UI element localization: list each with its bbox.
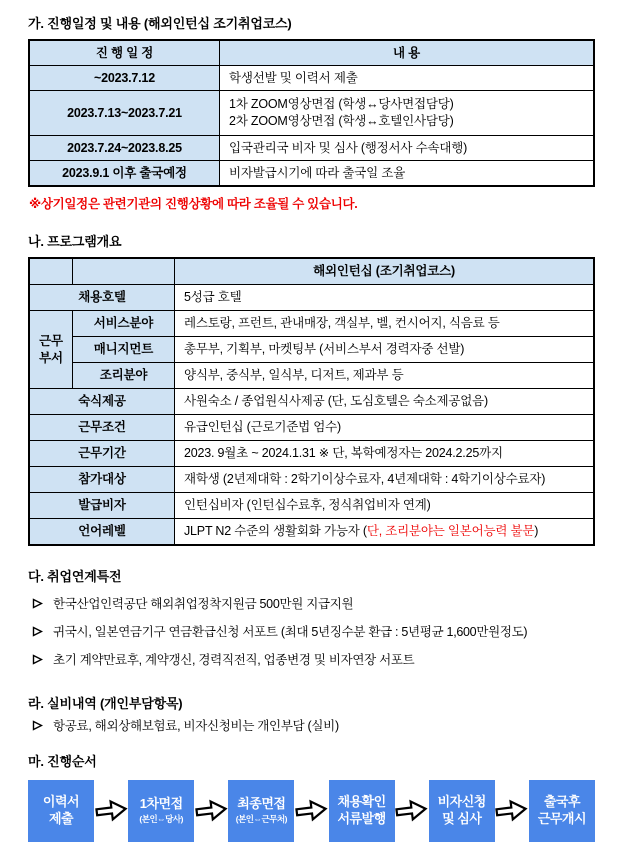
work-period-value-cell: 2023. 9월초 ~ 2024.1.31 ※ 단, 복학예정자는 2024.2.25까지 xyxy=(175,441,595,467)
culinary-value-cell: 양식부, 중식부, 일식부, 디저트, 제과부 등 xyxy=(175,363,595,389)
language-value-cell xyxy=(175,519,595,546)
row-label-eligibility: 참가대상 xyxy=(29,467,175,493)
section-c-title: 다. 취업연계특전 xyxy=(28,569,122,584)
step-label-line-2: 제출 xyxy=(48,810,74,826)
step-sub-label: (본인⇔당사) xyxy=(139,813,183,824)
flow-step-work-start xyxy=(529,780,595,842)
content-cell: 비자발급시기에 따라 출국일 조율 xyxy=(220,161,595,187)
empty-corner-cell xyxy=(29,258,73,285)
content-cell: 입국관리국 비자 및 심사 (행정서사 수속대행) xyxy=(220,136,595,161)
flow-arrow-icon xyxy=(193,796,229,830)
work-condition-value-cell: 유급인턴십 (근로기준법 엄수) xyxy=(175,415,595,441)
content-line-1: 1차 ZOOM영상면접 (학생↔당사면접담당) xyxy=(229,97,454,112)
step-label-line-1: 출국후 xyxy=(543,793,581,809)
content-cell xyxy=(220,91,595,136)
flow-arrow-icon xyxy=(393,796,429,830)
table-row xyxy=(29,519,594,546)
step-label-line-1: 비자신청 xyxy=(437,793,486,809)
step-sub-label: (본인⇔근무처) xyxy=(235,813,287,824)
row-label-visa: 발급비자 xyxy=(29,493,175,519)
schedule-table xyxy=(28,39,595,187)
table-row xyxy=(29,311,594,337)
content-cell: 학생선발 및 이력서 제출 xyxy=(220,66,595,91)
table-row xyxy=(29,337,594,363)
table-row xyxy=(29,66,594,91)
schedule-cell: 2023.7.24~2023.8.25 xyxy=(29,136,220,161)
benefit-item-text: 한국산업인력공단 해외취업정착지원금 500만원 지급지원 xyxy=(53,597,354,611)
row-label-culinary: 조리분야 xyxy=(73,363,175,389)
step-label-line-1: 이력서 xyxy=(42,793,80,809)
program-column-header: 해외인턴십 (조기취업코스) xyxy=(175,258,595,285)
eligibility-value-cell: 재학생 (2년제대학 : 2학기이상수료자, 4년제대학 : 4학기이상수료자) xyxy=(175,467,595,493)
table-row xyxy=(29,389,594,415)
flow-arrow-icon xyxy=(494,796,530,830)
schedule-cell: ~2023.7.12 xyxy=(29,66,220,91)
step-label-line-2: 근무개시 xyxy=(537,810,587,826)
flow-step-final-interview xyxy=(228,780,294,842)
flow-step-hire-confirmation xyxy=(329,780,395,842)
row-label-hotel: 채용호텔 xyxy=(29,285,175,311)
language-value-black: JLPT N2 수준의 생활회화 가능자 ( xyxy=(184,524,367,539)
flow-arrow-icon xyxy=(93,796,129,830)
table-row xyxy=(29,161,594,187)
section-d-title: 라. 실비내역 (개인부담항목) xyxy=(28,695,183,711)
benefit-item-text: 초기 계약만료후, 계약갱신, 경력직전직, 업종변경 및 비자연장 서포트 xyxy=(53,652,415,667)
list-item xyxy=(32,652,595,669)
flow-step-resume xyxy=(28,780,94,842)
section-b-title: 나. 프로그램개요 xyxy=(28,234,122,249)
step-label-line-1: 채용확인 xyxy=(337,793,386,809)
benefit-item-text: 귀국시, 일본연금기구 연금환급신청 서포트 (최대 5년징수분 환급 : 5년평균 1,600만원정도) xyxy=(53,624,528,639)
table-row xyxy=(29,363,594,389)
flow-step-first-interview xyxy=(128,780,194,842)
flow-step-visa-application xyxy=(429,780,495,842)
flow-arrow-icon xyxy=(293,796,329,830)
section-a-title: 가. 진행일정 및 내용 (해외인턴십 조기취업코스) xyxy=(28,16,292,31)
step-label-line-2: 서류발행 xyxy=(337,810,386,826)
table-row xyxy=(29,493,594,519)
content-column-header: 내 용 xyxy=(220,40,595,66)
table-row xyxy=(29,441,594,467)
row-label-work-condition: 근무조건 xyxy=(29,415,175,441)
expense-item-text: 항공료, 해외상해보험료, 비자신청비는 개인부담 (실비) xyxy=(53,718,339,733)
list-item xyxy=(32,624,595,641)
empty-corner-cell xyxy=(73,258,175,285)
list-item xyxy=(32,718,595,735)
table-row xyxy=(29,285,594,311)
step-label-line-1: 1차면접 xyxy=(139,796,183,812)
row-label-management: 매니지먼트 xyxy=(73,337,175,363)
list-item xyxy=(32,596,595,613)
bullet-arrowhead-icon xyxy=(32,598,43,612)
row-label-department-group xyxy=(29,311,73,389)
table-row xyxy=(29,467,594,493)
step-label-line-1: 최종면접 xyxy=(237,796,286,812)
table-header-row xyxy=(29,40,594,66)
section-e-title: 마. 진행순서 xyxy=(28,753,97,769)
row-label-work-period: 근무기간 xyxy=(29,441,175,467)
row-label-service: 서비스분야 xyxy=(73,311,175,337)
bullet-arrowhead-icon xyxy=(32,720,43,734)
content-line-2: 2차 ZOOM영상면접 (학생↔호텔인사담당) xyxy=(229,114,454,128)
step-label-line-2: 및 심사 xyxy=(442,810,482,826)
language-value-red: 단, 조리분야는 일본어능력 불문 xyxy=(366,524,535,539)
process-flow xyxy=(28,780,595,842)
visa-value-cell: 인턴십비자 (인턴십수료후, 정식취업비자 연계) xyxy=(175,493,595,519)
table-row xyxy=(29,415,594,441)
table-header-row xyxy=(29,258,594,285)
service-value-cell: 레스토랑, 프런트, 관내매장, 객실부, 벨, 컨시어지, 식음료 등 xyxy=(175,311,595,337)
program-overview-table xyxy=(28,257,595,546)
bullet-arrowhead-icon xyxy=(32,626,43,640)
table-row xyxy=(29,91,594,136)
schedule-disclaimer-note: ※상기일정은 관련기관의 진행상황에 따라 조율될 수 있습니다. xyxy=(29,197,358,211)
table-row xyxy=(29,136,594,161)
schedule-column-header: 진 행 일 정 xyxy=(29,40,220,66)
department-label-line-1: 근무 xyxy=(39,333,63,348)
schedule-cell: 2023.7.13~2023.7.21 xyxy=(29,91,220,136)
hotel-value-cell: 5성급 호텔 xyxy=(175,285,595,311)
language-value-tail: ) xyxy=(534,524,539,539)
management-value-cell: 총무부, 기획부, 마켓팅부 (서비스부서 경력자중 선발) xyxy=(175,337,595,363)
bullet-arrowhead-icon xyxy=(32,654,43,668)
schedule-cell: 2023.9.1 이후 출국예정 xyxy=(29,161,220,187)
row-label-lodging: 숙식제공 xyxy=(29,389,175,415)
lodging-value-cell: 사원숙소 / 종업원식사제공 (단, 도심호텔은 숙소제공없음) xyxy=(175,389,595,415)
row-label-language: 언어레벨 xyxy=(29,519,175,546)
department-label-line-2: 부서 xyxy=(39,350,63,365)
